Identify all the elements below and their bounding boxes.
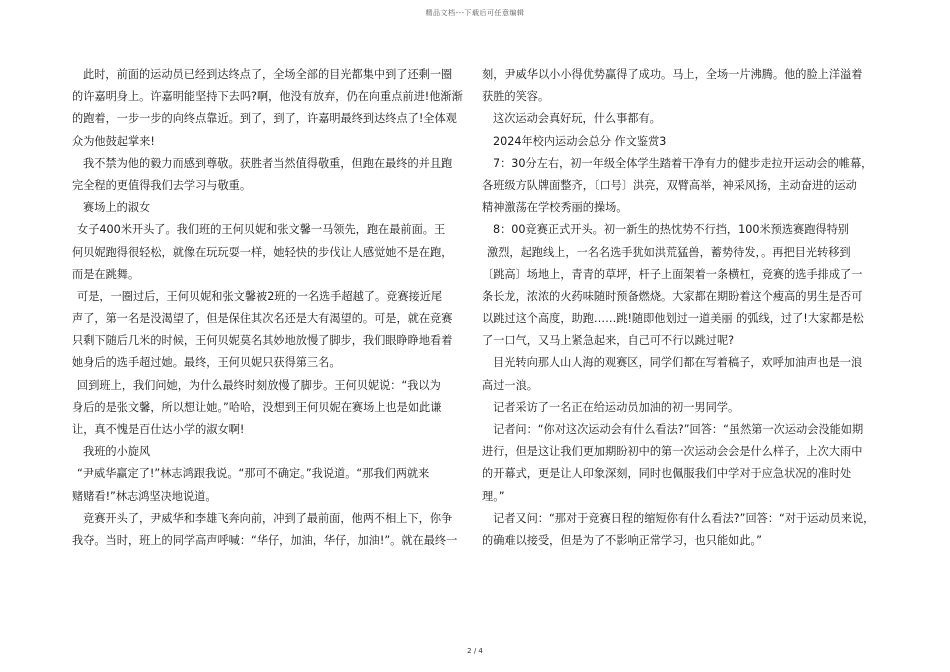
text-line: 竞赛开头了，尹威华和李雄飞奔向前，冲到了最前面，他两不相上下，你争 <box>83 511 453 525</box>
text-line: 众为他鼓起掌来! <box>72 134 155 148</box>
text-line: 了一口气，又马上紧急起来，自己可不行以跳过呢? <box>482 334 735 348</box>
text-line: 我班的小旋风 <box>83 445 151 459</box>
text-line: 身后的是张文馨，所以想让她。”哈哈，没想到王何贝妮在赛场上也是如此谦 <box>72 400 442 414</box>
text-line: 的跑着，一步一步的向终点靠近。到了，到了，许嘉明最终到达终点了!全体观 <box>72 112 457 126</box>
text-line: 〔跳高〕场地上，青青的草坪，杆子上面架着一条横杠，竞赛的选手排成了一 <box>482 267 863 281</box>
text-line: 以跳过这个高度，助跑……跳!随即他划过一道美丽 的弧线，过了!大家都是松 <box>482 312 864 326</box>
text-line: 刻，尹威华以小小得优势赢得了成功。马上，全场一片沸腾。他的脸上洋溢着 <box>482 68 863 81</box>
text-line: 条长龙，浓浓的火药味随时预备燃烧。大家都在期盼着这个瘦高的男生是否可 <box>482 289 863 303</box>
text-line: 让，真不愧是百仕达小学的淑女啊! <box>72 423 245 436</box>
text-line: 8：00竞赛正式开头。初一新生的热忱势不行挡，100米预选赛跑得特别 <box>493 223 849 237</box>
text-line: 我不禁为他的毅力而感到尊敬。获胜者当然值得敬重，但跑在最终的并且跑 <box>83 156 453 170</box>
text-line: 获胜的笑容。 <box>482 90 550 104</box>
page-number: 2 / 4 <box>467 647 483 655</box>
text-line: 赌赌看!”林志鸿坚决地说道。 <box>72 489 217 503</box>
text-line: 高过一浪。 <box>482 378 538 392</box>
text-line: 而是在跳舞。 <box>72 267 140 281</box>
text-line: 记者又问：“那对于竞赛日程的缩短你有什么看法?”回答：“对于运动员来说， <box>493 511 875 525</box>
text-line: 理。” <box>482 489 505 503</box>
page-header: 精品文档---下载后可任意编辑 <box>425 9 525 17</box>
text-line: 何贝妮跑得很轻松，就像在玩玩耍一样，她轻快的步伐让人感觉她不是在跑， <box>72 245 453 259</box>
text-line: 记者问：“你对这次运动会有什么看法?”回答：“虽然第一次运动会没能如期 <box>493 423 864 436</box>
text-line: 此时，前面的运动员已经到达终点了，全场全部的目光都集中到了还剩一圈 <box>83 68 453 81</box>
text-line: 我夺。当时，班上的同学高声呼喊：“华仔，加油，华仔，加油!”。就在最终一 <box>72 533 458 547</box>
text-line: “尹威华赢定了!”林志鸿跟我说。“那可不确定。”我说道。“那我们两就来 <box>77 467 430 481</box>
text-line: 的确难以接受，但是为了不影响正常学习，也只能如此。” <box>482 533 762 547</box>
text-line: 激烈，起跑线上，一名名选手犹如洪荒猛兽，蓄势待发，。再把目光转移到 <box>487 245 851 259</box>
text-line: 回到班上，我们问她，为什么最终时刻放慢了脚步。王何贝妮说：“我以为 <box>77 378 441 392</box>
text-line: 精神激荡在学校秀丽的操场。 <box>482 201 628 215</box>
text-line: 可是，一圈过后，王何贝妮和张文馨被2班的一名选手超越了。竞赛接近尾 <box>77 289 443 303</box>
text-line: 这次运动会真好玩，什么事都有。 <box>493 112 661 126</box>
text-line: 7：30分左右，初一年级全体学生踏着干净有力的健步走拉开运动会的帷幕， <box>493 156 873 170</box>
left-column <box>72 64 464 552</box>
text-line: 进行，但是这让我们更加期盼初中的第一次运动会会是什么样子，上次大雨中 <box>482 445 863 459</box>
text-line: 的开幕式，更是让人印象深刻，同时也佩服我们中学对于应急状况的准时处 <box>482 467 852 481</box>
text-line: 只剩下随后几米的时候，王何贝妮莫名其妙地放慢了脚步，我们眼睁睁地看着 <box>72 334 453 348</box>
text-line: 的许嘉明身上。许嘉明能坚持下去吗?啊，他没有放弃，仍在向重点前进!他渐渐 <box>72 90 463 104</box>
text-line: 记者采访了一名正在给运动员加油的初一男同学。 <box>493 400 740 414</box>
text-line: 各班级方队牌面整齐，〔口号〕洪亮，双臂高举，神采风扬，主动奋进的运动 <box>482 178 857 192</box>
text-line: 目光转向那人山人海的观赛区，同学们都在写着稿子，欢呼加油声也是一浪 <box>493 356 863 370</box>
text-line: 2024年校内运动会总分 作文鉴赏3 <box>493 134 667 148</box>
text-line: 赛场上的淑女 <box>83 201 151 215</box>
text-line: 她身后的选手超过她。最终，王何贝妮只获得第三名。 <box>72 356 341 370</box>
right-column <box>482 64 878 552</box>
text-line: 完全程的更值得我们去学习与敬重。 <box>72 178 252 192</box>
text-line: 女子400米开头了。我们班的王何贝妮和张文馨一马领先，跑在最前面。王 <box>77 223 446 237</box>
text-line: 声了，第一名是没渴望了，但是保住其次名还是大有渴望的。可是，就在竞赛 <box>72 312 453 326</box>
